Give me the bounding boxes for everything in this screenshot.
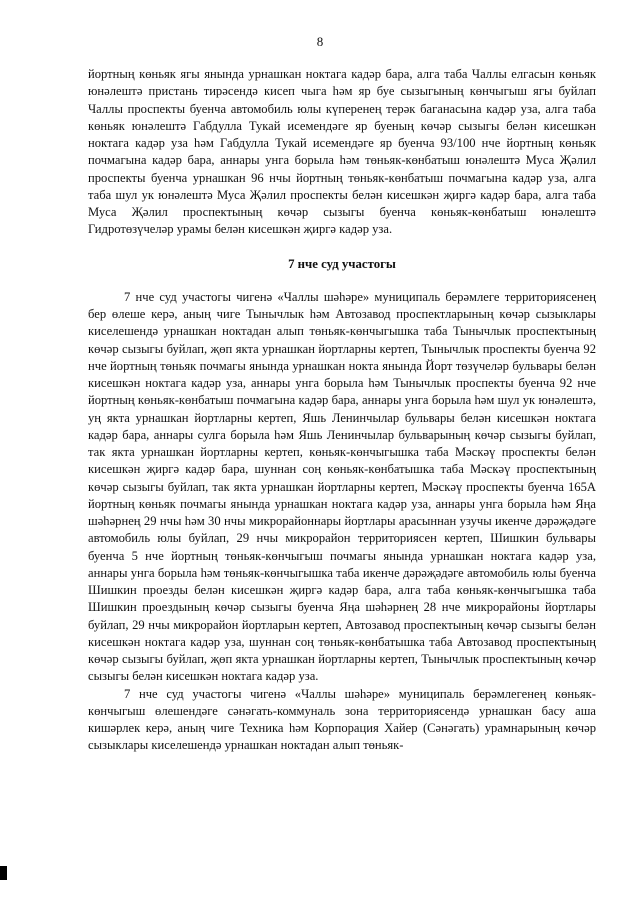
document-body: [88, 66, 596, 755]
paragraph: 7 нче суд участогы чигенә «Чаллы шәһәре» муниципаль берәмлегенең көньяк-көнчыгыш өлешендәге сәнәгать-коммуналь зона территориясендә урнашкан басу аша кишәрлек керә, аның чиге Техника һәм Корпорация Хайер (Сәнәгать) урамнарының көчәр сызыклары киселешендә урнашкан ноктадан алып төньяк-: [88, 686, 596, 753]
section-heading: 7 нче суд участогы: [288, 256, 396, 271]
scan-margin-mark: [0, 866, 7, 880]
page-number: 8: [316, 34, 324, 49]
paragraph: 7 нче суд участогы чигенә «Чаллы шәһәре» муниципаль берәмлеге территориясенең бер өлеше керә, аның чиге Тынычлык һәм Автозавод проспектларының көчәр сызыклары киселешендә урнашкан ноктадан алып төньяк-көнчыгышка таба Тынычлык проспектының көчәр сызыгы буйлап, җөп якта урнашкан йортларны кертеп, Тынычлык проспекты буенча 92 нче йортның төньяк почмагы янында урнашкан нокта янында Йорт төзүчеләр бульвары белән кисешкән ноктага кадәр уза, аннары унга борыла һәм Тынычлык проспекты буенча 92 нче йортның көньяк-көнбатыш почмагына кадәр бара, аннары унга борыла һәм шул ук юнәлештә, уң якта урнашкан йортларны кертеп, Яшь Ленинчылар бульвары белән кисешкән ноктага кадәр бара, аннары сулга борыла һәм Яшь Ленинчылар бульварының көчәр сызыгы буйлап, так якта урнашкан йортларны кертеп, көньяк-көнчыгышка таба Мәскәү проспекты белән кисешкән җиргә кадәр бара, шуннан соң көньяк-көнбатышка таба Мәскәү проспектының көчәр сызыгы буйлап, так якта урнашкан йортларны кертеп, Мәскәү проспекты буенча 165А йортның көньяк почмагы янында урнашкан ноктага кадәр уза, аннары унга борыла һәм Яңа шәһәрнең 29 нчы һәм 30 нчы микрорайоннары йортлары арасыннан узучы икенче дәрәҗәдәге автомобиль юлы буйлап, 29 нчы микрорайон территориясен кертеп, Шишкин бульвары буенча 5 нче йортның төньяк-көнчыгыш почмагы янында урнашкан ноктага кадәр уза, аннары унга борыла һәм төньяк-көнчыгышка таба икенче дәрәҗәдәге автомобиль юлы буенча Шишкин проезды белән кисешкән җиргә кадәр бара, алга таба көньяк-көнчыгышка таба Шишкин проездының көчәр сызыгы буенча Яңа шәһәрнең 28 нче микрорайоны йортлары буйлап, 29 нчы микрорайон йортларын кертеп, Автозавод проспектының көчәр сызыгы белән кисешкән ноктага кадәр уза, шуннан соң төньяк-көнбатышка таба Автозавод проспектының көчәр сызыгы буйлап, җөп якта урнашкан йортларны кертеп, Тынычлык проспектының көчәр сызыгы белән кисешкән ноктага кадәр уза.: [88, 289, 596, 684]
paragraph: йортның көньяк ягы янында урнашкан ноктага кадәр бара, алга таба Чаллы елгасын көньяк юнәлештә пристань тирәсендә кисеп чыга һәм яр буе сызыгының көнчыгыш ягы буйлап Чаллы проспекты буенча автомобиль юлы күперенең терәк баганасына кадәр уза, алга таба көньяк юнәлештә Габдулла Тукай исемендәге яр буеның көчәр сызыгы белән кисешкән ноктага кадәр уза һәм Габдулла Тукай исемендәге яр буенча 93/100 нче йортның көньяк почмагына кадәр бара, аннары унга борыла һәм төньяк-көнбатыш юнәлештә Муса Җәлил проспекты буенча урнашкан 96 нчы йортның төньяк-көнбатыш почмагына кадәр уза, алга таба шул ук юнәлештә Муса Җәлил проспекты белән кисешкән җиргә кадәр бара, алга таба Муса Җәлил проспектының көчәр сызыгы буенча көньяк-көнбатыш юнәлештә Гидротөзүчеләр урамы белән кисешкән җиргә кадәр уза.: [88, 67, 596, 237]
